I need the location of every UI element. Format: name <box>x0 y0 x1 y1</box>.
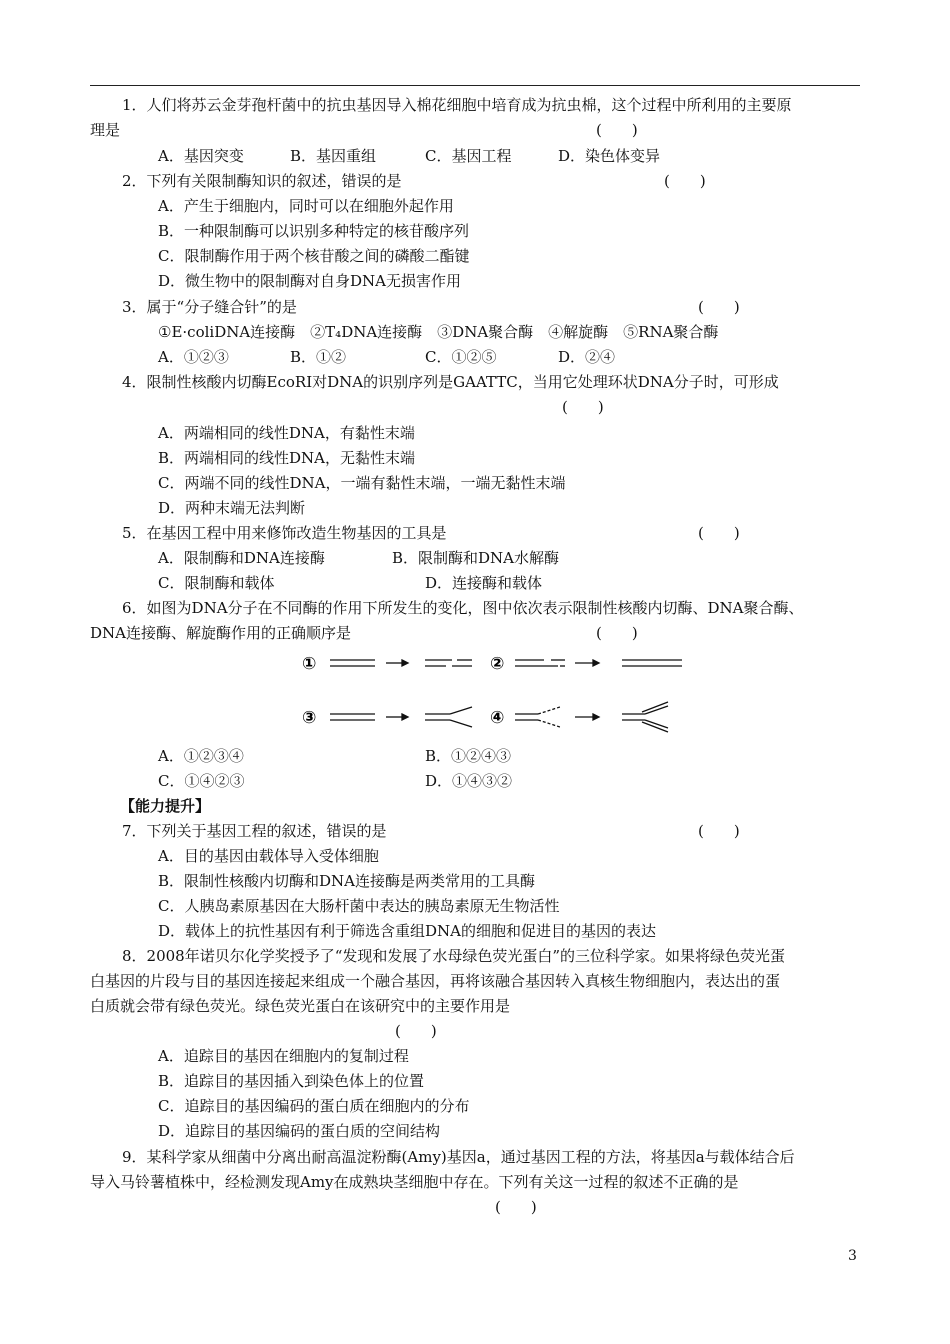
q4-option-d: D．两种末端无法判断 <box>158 499 306 517</box>
q8-option-a: A．追踪目的基因在细胞内的复制过程 <box>158 1047 409 1065</box>
q2-stem: 2．下列有关限制酶知识的叙述，错误的是 <box>122 172 402 190</box>
q3-option-d: D．②④ <box>558 348 616 366</box>
q2-option-d: D．微生物中的限制酶对自身DNA无损害作用 <box>158 272 462 290</box>
q1-option-c: C．基因工程 <box>425 147 512 165</box>
q6-option-c: C．①④②③ <box>158 772 245 790</box>
diagram-label-2: ② <box>490 654 505 674</box>
q5-stem: 5．在基因工程中用来修饰改造生物基因的工具是 <box>122 524 447 542</box>
q9-paren: ( ) <box>495 1198 537 1216</box>
q6-paren: ( ) <box>596 624 638 642</box>
section-heading: 【能力提升】 <box>120 797 211 815</box>
q6-line1: 6．如图为DNA分子在不同酶的作用下所发生的变化，图中依次表示限制性核酸内切酶、DNA聚合酶、 <box>122 599 804 617</box>
q2-option-a: A．产生于细胞内，同时可以在细胞外起作用 <box>158 197 454 215</box>
q6-option-d: D．①④③② <box>425 772 513 790</box>
q4-option-b: B．两端相同的线性DNA，无黏性末端 <box>158 449 416 467</box>
q3-option-a: A．①②③ <box>158 348 229 366</box>
q8-paren: ( ) <box>395 1022 437 1040</box>
q8-line3: 白质就会带有绿色荧光。绿色荧光蛋白在该研究中的主要作用是 <box>90 997 511 1015</box>
q9-line1: 9．某科学家从细菌中分离出耐高温淀粉酶(Amy)基因a，通过基因工程的方法，将基因a与载体结合后 <box>122 1148 795 1166</box>
q7-option-d: D．载体上的抗性基因有利于筛选含重组DNA的细胞和促进目的基因的表达 <box>158 922 657 940</box>
diagram-label-4: ④ <box>490 708 505 728</box>
q3-stem: 3．属于“分子缝合针”的是 <box>122 298 297 316</box>
q4-stem: 4．限制性核酸内切酶EcoRⅠ对DNA的识别序列是GAATTC，当用它处理环状DNA分子时，可形成 <box>122 373 779 391</box>
q7-option-b: B．限制性核酸内切酶和DNA连接酶是两类常用的工具酶 <box>158 872 536 890</box>
diagram-label-1: ① <box>302 654 317 674</box>
q7-stem: 7．下列关于基因工程的叙述，错误的是 <box>122 822 387 840</box>
q3-option-c: C．①②⑤ <box>425 348 497 366</box>
q2-option-c: C．限制酶作用于两个核苷酸之间的磷酸二酯键 <box>158 247 470 265</box>
dna-enzyme-diagram <box>300 650 700 740</box>
q6-line2: DNA连接酶、解旋酶作用的正确顺序是 <box>90 624 351 642</box>
q5-option-d: D．连接酶和载体 <box>425 574 543 592</box>
q3-option-b: B．①② <box>290 348 347 366</box>
q7-paren: ( ) <box>698 822 740 840</box>
q5-option-a: A．限制酶和DNA连接酶 <box>158 549 325 567</box>
q2-paren: ( ) <box>664 172 706 190</box>
q1-option-d: D．染色体变异 <box>558 147 661 165</box>
q7-option-a: A．目的基因由载体导入受体细胞 <box>158 847 379 865</box>
q3-paren: ( ) <box>698 298 740 316</box>
q4-paren: ( ) <box>562 398 604 416</box>
q4-option-a: A．两端相同的线性DNA，有黏性末端 <box>158 424 415 442</box>
q4-option-c: C．两端不同的线性DNA，一端有黏性末端，一端无黏性末端 <box>158 474 566 492</box>
q7-option-c: C．人胰岛素原基因在大肠杆菌中表达的胰岛素原无生物活性 <box>158 897 560 915</box>
q1-line2: 理是 <box>90 121 121 139</box>
q5-paren: ( ) <box>698 524 740 542</box>
q1-option-a: A．基因突变 <box>158 147 244 165</box>
q1-paren: ( ) <box>596 121 638 139</box>
q8-line2: 白基因的片段与目的基因连接起来组成一个融合基因，再将该融合基因转入真核生物细胞内，表达出的蛋 <box>90 972 781 990</box>
diagram-label-3: ③ <box>302 708 317 728</box>
q3-items: ①E·coliDNA连接酶 ②T₄DNA连接酶 ③DNA聚合酶 ④解旋酶 ⑤RNA聚合酶 <box>158 323 719 341</box>
q1-line1: 1．人们将苏云金芽孢杆菌中的抗虫基因导入棉花细胞中培育成为抗虫棉，这个过程中所利用的主要原 <box>122 96 792 114</box>
q1-option-b: B．基因重组 <box>290 147 377 165</box>
q9-line2: 导入马铃薯植株中，经检测发现Amy在成熟块茎细胞中存在。下列有关这一过程的叙述不正确的是 <box>90 1173 739 1191</box>
q8-option-b: B．追踪目的基因插入到染色体上的位置 <box>158 1072 425 1090</box>
q8-option-d: D．追踪目的基因编码的蛋白质的空间结构 <box>158 1122 441 1140</box>
q2-option-b: B．一种限制酶可以识别多种特定的核苷酸序列 <box>158 222 470 240</box>
q6-option-b: B．①②④③ <box>425 747 512 765</box>
header-rule <box>90 85 860 86</box>
q5-option-b: B．限制酶和DNA水解酶 <box>392 549 560 567</box>
q6-option-a: A．①②③④ <box>158 747 244 765</box>
q8-line1: 8．2008年诺贝尔化学奖授予了“发现和发展了水母绿色荧光蛋白”的三位科学家。如果将绿色荧光蛋 <box>122 947 786 965</box>
q5-option-c: C．限制酶和载体 <box>158 574 275 592</box>
page-number: 3 <box>848 1248 857 1264</box>
q8-option-c: C．追踪目的基因编码的蛋白质在细胞内的分布 <box>158 1097 470 1115</box>
